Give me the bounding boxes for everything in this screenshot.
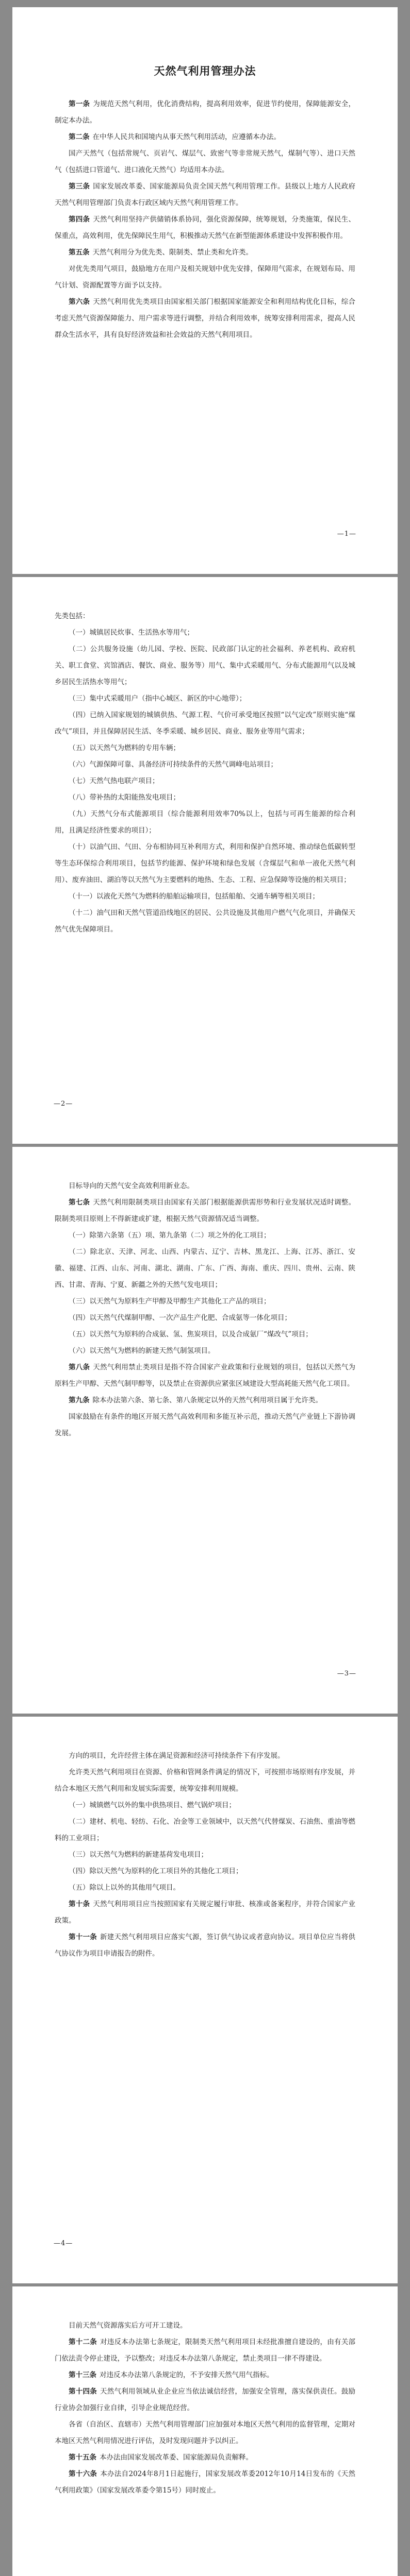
paragraph [55, 2383, 355, 2416]
paragraph [55, 1293, 355, 1310]
article-number: 第八条 [69, 1363, 90, 1371]
paragraph-text: 为规范天然气利用，优化消费结构，提高利用效率，促进节约使用，保障能源安全，制定本办法。 [55, 100, 356, 125]
document-title: 天然气利用管理办法 [154, 64, 256, 77]
paragraph: 先类包括： [55, 612, 90, 620]
list-item: （一）城镇居民炊事、生活热水等用气； [69, 629, 194, 637]
paragraph [55, 2334, 355, 2367]
paragraph [55, 1392, 355, 1409]
paragraph-text: 对违反本办法第八条规定的，不予安排天然气用气指标。 [100, 2371, 274, 2379]
paragraph-text: 天然气利用禁止类项目是指不符合国家产业政策和行业规划的项目，包括以天然气为原料生产甲醇、天然气制甲醇等，以及禁止在资源供应紧张区域建设大型高耗能天然气化工项目。 [55, 1363, 356, 1388]
list-item: （十二）油气田和天然气管道沿线地区的居民、公共设施及其他用户燃气气化项目，并确保天然气优先保障项目。 [55, 909, 355, 934]
article-number: 第九条 [69, 1396, 90, 1404]
page-1-body [55, 96, 355, 343]
paragraph [55, 1846, 355, 1863]
list-item: （五）以天然气为燃料的专用车辆； [69, 744, 180, 752]
document-page-1 [12, 7, 398, 574]
paragraph-text: （五）除以上以外的其他用气项目。 [69, 1884, 180, 1892]
paragraph [55, 2367, 355, 2383]
paragraph [55, 145, 355, 178]
paragraph-text: （一）除第六条第（五）项、第九条第（二）项之外的化工项目； [69, 1231, 271, 1240]
document-page-2 [12, 577, 398, 1144]
paragraph-text: 本办法自2024年8月1日起施行，国家发展改革委2012年10月14日发布的《天然气利用政策》（国家发展改革委令第15号）同时废止。 [55, 2470, 355, 2495]
article-number: 第四条 [69, 215, 90, 224]
paragraph-text: 对违反本办法第七条规定，限制类天然气利用项目未经批准擅自建设的，由有关部门依法责令停止建设，予以整改；对违反本办法第八条规定，禁止类项目一律不得建设。 [55, 2338, 356, 2363]
paragraph [55, 1814, 355, 1846]
article-number: 第十三条 [69, 2371, 96, 2379]
page-number: —2— [54, 1100, 73, 1108]
paragraph-text: 天然气利用坚持产供储销体系协同，强化资源保障，统筹规划，分类施策，保民生、保重点，高效利用，优先保障民生用气，积极推动天然气在新型能源体系建设中发挥积极作用。 [55, 215, 356, 240]
paragraph-text: 天然气利用领域从业企业应当依法诚信经营，加强安全管理，落实保供责任。鼓励行业协会加强行业自律，引导企业规范经营。 [55, 2387, 356, 2412]
paragraph [55, 1359, 355, 1392]
article-number: 第十四条 [69, 2387, 97, 2396]
page-2-body [55, 624, 355, 938]
page-3-body [55, 1178, 355, 1442]
article-number: 第三条 [69, 182, 90, 191]
paragraph [55, 1343, 355, 1359]
paragraph-text: （一）城镇燃气以外的集中供热项目、燃气锅炉项目； [69, 1801, 236, 1809]
paragraph [55, 1326, 355, 1343]
paragraph-text: （三）以天然气为燃料的新建基荷发电项目； [69, 1851, 208, 1859]
paragraph [55, 1879, 355, 1896]
paragraph-text: （六）以天然气为燃料的新建天然气制氢项目。 [69, 1347, 215, 1355]
paragraph-text: （四）以天然气代煤制甲醇、一次产品生产化肥、合成氨等一体化项目； [69, 1314, 291, 1322]
article-number: 第十一条 [69, 1933, 97, 1941]
list-item: （八）带补热的太阳能热发电项目； [69, 793, 180, 802]
paragraph-text: 新建天然气利用项目应落实气源，签订供气协议或者意向协议。项目单位应当将供气协议作为项目申请报告的附件。 [55, 1933, 356, 1958]
paragraph-text: 国家鼓励在有条件的地区开展天然气高效利用和多能互补示范，推动天然气产业链上下游协调发展。 [55, 1413, 355, 1437]
paragraph-text: 目标导向的天然气安全高效利用新业态。 [69, 1182, 194, 1190]
paragraph-text: 天然气利用分为优先类、限制类、禁止类和允许类。 [92, 248, 253, 257]
paragraph-text: （五）以天然气为原料的合成氨、氢、焦炭项目，以及合成氨厂“煤改气”项目； [69, 1330, 313, 1338]
paragraph [55, 294, 355, 343]
article-number: 第二条 [69, 133, 90, 141]
paragraph-text: 方向的项目，允许经营主体在满足资源和经济可持续条件下有序发展。 [69, 1752, 285, 1760]
paragraph [55, 1244, 355, 1293]
document-page-4 [12, 1717, 398, 2283]
paragraph-text: （二）除北京、天津、河北、山西、内蒙古、辽宁、吉林、黑龙江、上海、江苏、浙江、安徽、福建、江西、山东、河南、湖北、湖南、广东、广西、海南、重庆、四川、贵州、云南、陕西、甘肃、青海、宁夏、新疆之外的天然气发电项目； [55, 1248, 355, 1289]
document-page-5 [12, 2286, 398, 2576]
page-5-body [55, 2317, 355, 2499]
article-number: 第十六条 [69, 2470, 97, 2478]
page-number: —4— [54, 2240, 73, 2247]
paragraph-text: （二）建材、机电、轻纺、石化、冶金等工业领域中，以天然气代替煤炭、石油焦、重油等燃料的工业项目； [55, 1818, 355, 1842]
paragraph [55, 2416, 355, 2449]
paragraph-text: 国产天然气（包括常规气、页岩气、煤层气、致密气等非常规天然气，煤制气等）、进口天然气（包括进口管道气、进口液化天然气）均适用本办法。 [55, 149, 355, 174]
list-item: （十）以油气田、气田、分布相协同互补利用方式，利用和保护自然环境、推动绿色低碳转型等生态环保综合利用项目，包括节约能源、保护环境和绿色发展（含煤层气和单一液化天然气利用）、废弃油田、湖泊等以天然气为主要燃料的地热、生态、工程、应急保障等设施的相关项目； [55, 843, 355, 884]
paragraph [55, 2317, 355, 2334]
paragraph [55, 1409, 355, 1442]
paragraph-text: 对优先类用气项目，鼓励地方在用户及相关规划中优先安排，保障用气需求，在规划布局、用气计划、资源配置等方面予以支持。 [55, 265, 355, 290]
page-number: —1— [337, 530, 356, 538]
page-4-body [55, 1748, 355, 1962]
paragraph [55, 2466, 355, 2499]
paragraph-text: 在中华人民共和国境内从事天然气利用活动，应遵循本办法。 [92, 133, 281, 141]
paragraph [55, 1178, 355, 1194]
paragraph [55, 244, 355, 261]
page-number: —3— [337, 1670, 356, 1677]
paragraph-text: 各省（自治区、直辖市）天然气利用管理部门应加强对本地区天然气利用的监督管理，定期对本地区天然气利用情况进行评估，及时发现问题并予以纠正。 [55, 2420, 355, 2445]
article-number: 第一条 [69, 100, 90, 108]
paragraph [55, 1863, 355, 1879]
paragraph-text: 本办法由国家发展改革委、国家能源局负责解释。 [100, 2453, 253, 2462]
list-item: （十一）以液化天然气为燃料的船舶运输项目，包括船舶、交通车辆等相关项目； [69, 892, 319, 901]
paragraph [55, 1896, 355, 1929]
paragraph [55, 129, 355, 145]
paragraph [55, 211, 355, 244]
paragraph [55, 1310, 355, 1326]
document-page-3 [12, 1147, 398, 1714]
list-item: （六）气源保障可靠、具备经济可持续条件的天然气调峰电站项目； [69, 760, 277, 769]
paragraph-text: 天然气利用优先类项目由国家相关部门根据国家能源安全和利用结构优化目标，综合考虑天然气资源保障能力、用户需求等进行调整，并结合利用效率，统筹安排利用需求，提高人民群众生活水平，具有良好经济效益和社会效益的天然气利用项目。 [55, 298, 356, 339]
paragraph [55, 261, 355, 294]
article-number: 第七条 [69, 1198, 90, 1207]
paragraph-text: （四）除以天然气为原料的化工项目外的其他化工项目； [69, 1867, 243, 1875]
list-item: （七）天然气热电联产项目； [69, 777, 159, 785]
paragraph-text: 国家发展改革委、国家能源局负责全国天然气利用管理工作。县级以上地方人民政府天然气利用管理部门负责本行政区域内天然气利用管理工作。 [55, 182, 356, 207]
paragraph-text: 允许类天然气利用项目在资源、价格和管网条件满足的情况下，可按照市场原则有序发展，并结合本地区天然气利用和发展实际需要，统筹安排利用规模。 [55, 1768, 355, 1793]
paragraph [55, 1797, 355, 1814]
paragraph [55, 2449, 355, 2466]
list-item: （二）公共服务设施（幼儿园、学校、医院、民政部门认定的社会福利、养老机构、政府机关、职工食堂、宾馆酒店、餐饮、商业、服务等）用气、集中式采暖用气、分布式能源用气以及城乡居民生活热水等用气； [55, 645, 355, 686]
paragraph [55, 1748, 355, 1764]
paragraph-text: （三）以天然气为原料生产甲醇及甲醇生产其他化工产品的项目； [69, 1297, 271, 1306]
paragraph [55, 1194, 355, 1227]
article-number: 第十条 [69, 1900, 90, 1908]
list-item: （四）已纳入国家规划的城镇供热、气源工程、气价可承受地区按照“以气定改”原则实施“煤改气”项目，并且保障居民生活、冬季采暖、城乡居民、商业、服务业等用气需求； [55, 711, 355, 736]
article-number: 第十五条 [69, 2453, 96, 2462]
paragraph [55, 1764, 355, 1797]
paragraph-text: 天然气利用限制类项目由国家有关部门根据能源供需形势和行业发展状况适时调整。限制类项目原则上不得新建或扩建，根据天然气资源情况适当调整。 [55, 1198, 356, 1223]
paragraph [55, 96, 355, 129]
paragraph-text: 除本办法第六条、第七条、第八条规定以外的天然气利用项目属于允许类。 [92, 1396, 322, 1404]
paragraph-text: 天然气利用项目应当按照国家有关规定履行审批、核准或备案程序，并符合国家产业政策。 [55, 1900, 356, 1925]
article-number: 第十二条 [69, 2338, 97, 2346]
paragraph [55, 1929, 355, 1962]
paragraph [55, 178, 355, 211]
list-item: （九）天然气分布式能源项目（综合能源利用效率70%以上，包括与可再生能源的综合利用，且满足经济性要求的项目）； [55, 810, 355, 835]
paragraph [55, 1227, 355, 1244]
list-item: （三）集中式采暖用户（指中心城区、新区的中心地带）； [69, 694, 247, 703]
article-number: 第六条 [69, 298, 90, 306]
paragraph-text: 目前天然气资源落实后方可开工建设。 [69, 2321, 187, 2330]
article-number: 第五条 [69, 248, 90, 257]
